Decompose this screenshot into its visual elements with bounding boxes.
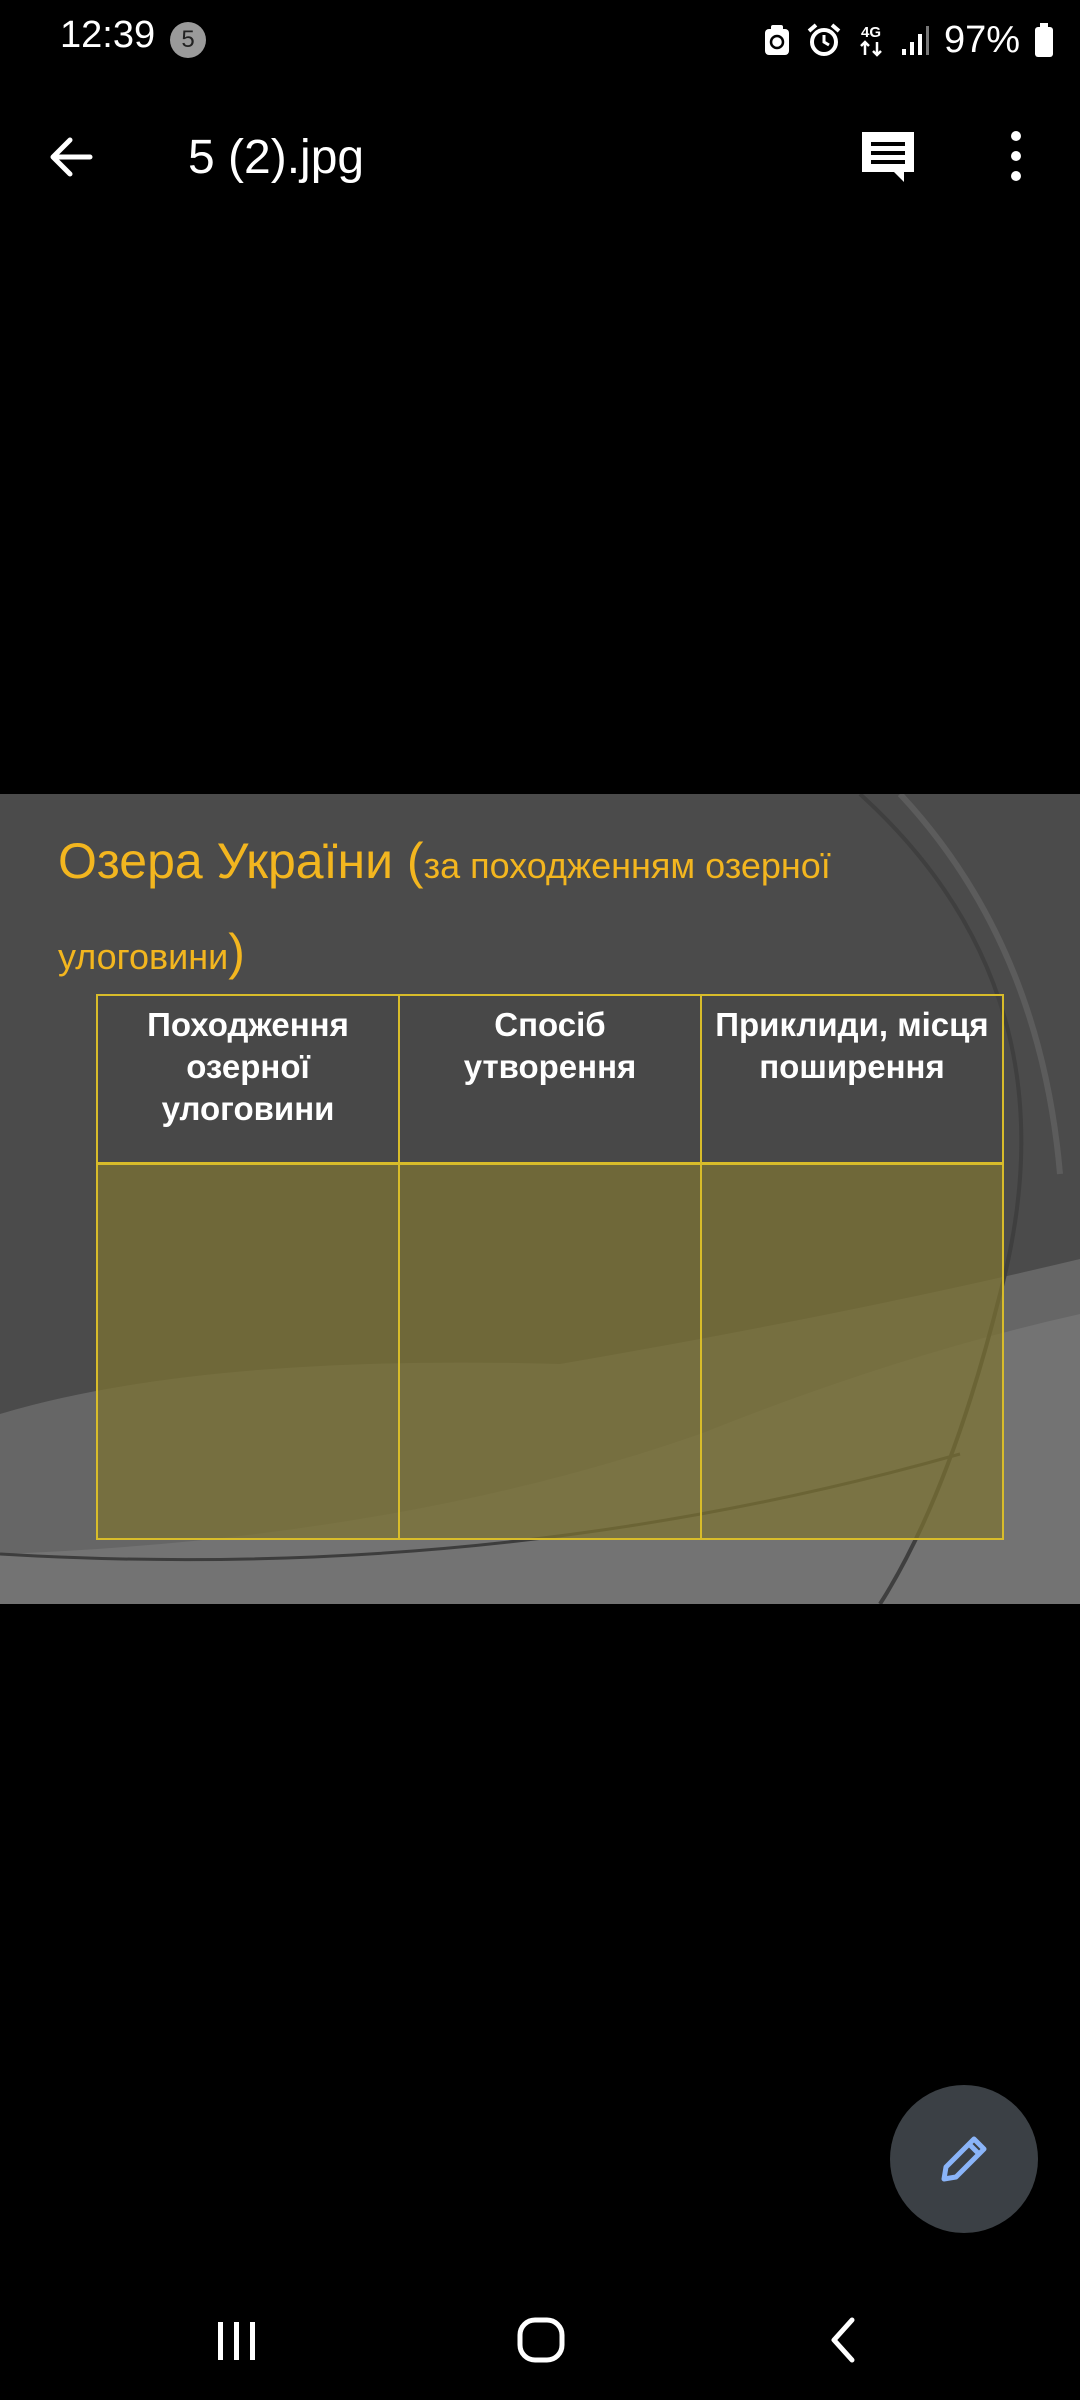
slide-title-sub: за походженням озерної улоговини bbox=[58, 845, 831, 977]
slide-title-main: Озера України ( bbox=[58, 833, 424, 889]
table-cell bbox=[701, 1164, 1003, 1540]
more-vert-icon bbox=[990, 120, 1042, 192]
slide-title-close: ) bbox=[228, 924, 245, 980]
back-button[interactable] bbox=[40, 122, 110, 192]
recents-icon bbox=[204, 2310, 270, 2370]
table-header-row bbox=[97, 995, 1003, 1164]
app-bar bbox=[0, 100, 1080, 210]
edit-pencil-icon bbox=[932, 2127, 996, 2191]
nav-back-icon bbox=[820, 2308, 864, 2372]
home-icon bbox=[508, 2308, 574, 2372]
lakes-table bbox=[96, 994, 1004, 1540]
header-examples: Приклиди, місця поширення bbox=[701, 995, 1003, 1164]
network-type-icon bbox=[856, 22, 886, 58]
system-nav-bar bbox=[0, 2280, 1080, 2400]
data-saver-icon bbox=[762, 23, 792, 57]
slide-title bbox=[58, 822, 958, 1004]
header-origin: Походження озерної улоговини bbox=[97, 995, 399, 1164]
comment-icon bbox=[852, 120, 924, 192]
battery-icon bbox=[1034, 22, 1054, 58]
status-time: 12:39 bbox=[60, 14, 156, 56]
file-title: 5 (2).jpg bbox=[188, 131, 365, 184]
network-type-label: 4G bbox=[860, 24, 881, 41]
status-icons bbox=[762, 18, 1054, 62]
table-row bbox=[97, 1164, 1003, 1540]
battery-percentage: 97% bbox=[943, 18, 1020, 61]
comment-button[interactable] bbox=[852, 120, 924, 192]
edit-button[interactable] bbox=[890, 2085, 1038, 2233]
recents-button[interactable] bbox=[204, 2310, 270, 2370]
table-cell bbox=[399, 1164, 701, 1540]
more-options-button[interactable] bbox=[990, 120, 1042, 192]
table-cell bbox=[97, 1164, 399, 1540]
status-bar bbox=[0, 0, 1080, 80]
alarm-icon bbox=[806, 22, 842, 58]
slide-image bbox=[0, 794, 1080, 1604]
header-formation-method: Спосіб утворення bbox=[399, 995, 701, 1164]
arrow-back-icon bbox=[40, 122, 110, 192]
notification-count-badge: 5 bbox=[170, 22, 206, 58]
home-button[interactable] bbox=[508, 2308, 574, 2372]
signal-strength-icon bbox=[900, 23, 930, 57]
nav-back-button[interactable] bbox=[820, 2308, 864, 2372]
